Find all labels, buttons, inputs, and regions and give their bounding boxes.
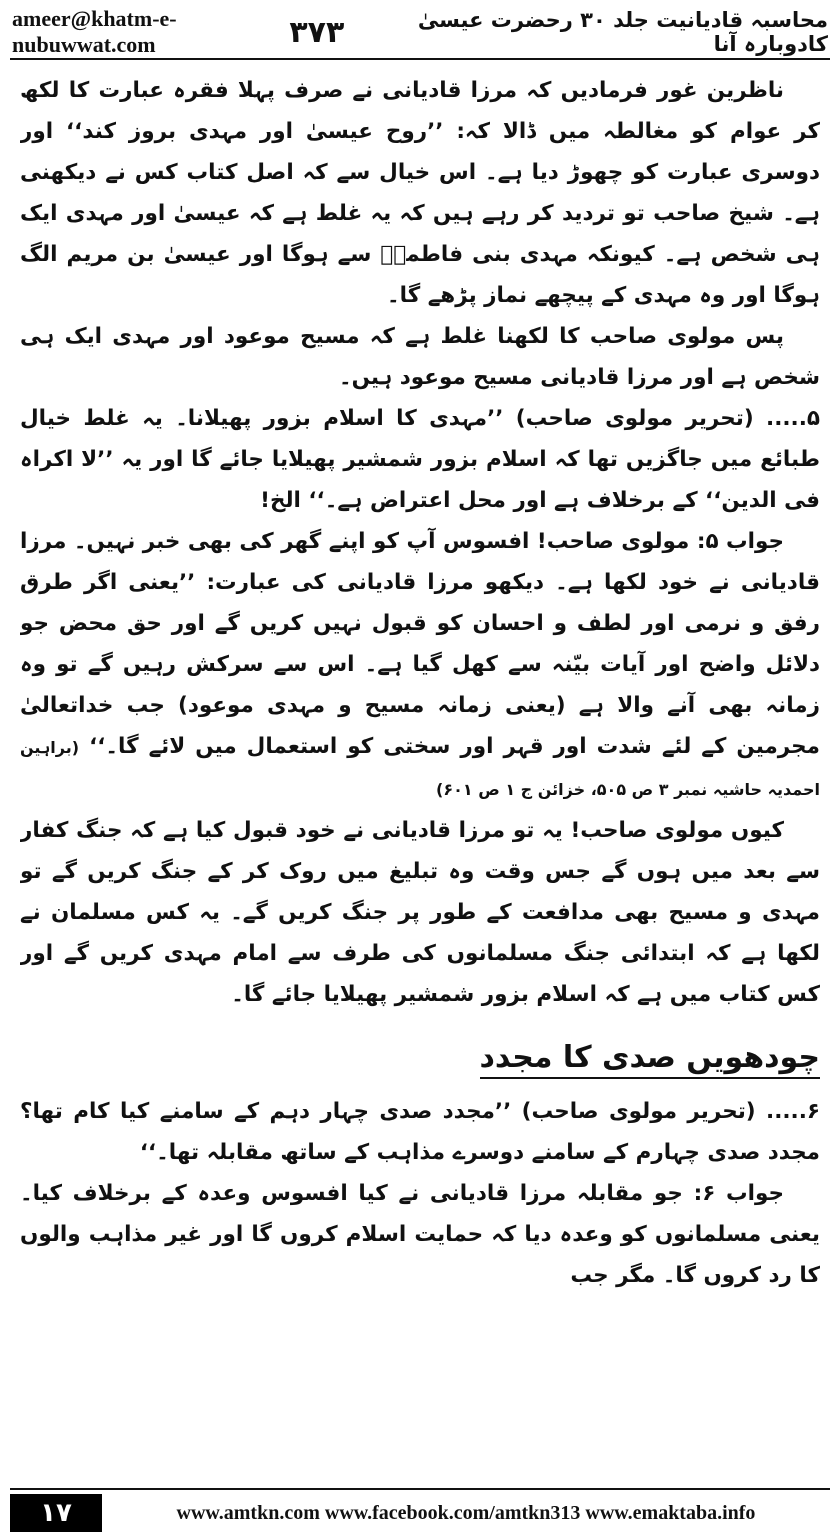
header-rule [10,58,830,60]
section-heading-text: چودھویں صدی کا مجدد [480,1040,820,1079]
section-heading [20,1029,820,1087]
paragraph-5: کیوں مولوی صاحب! یہ تو مرزا قادیانی نے خود قبول کیا ہے کہ جنگ کفار سے بعد میں ہوں گے جس وقت وہ تبلیغ میں روک کر کے جنگ کریں گے تو مہدی و مسیح بھی مدافعت کے طور پر جنگ کریں گے۔ یہ کس مسلمان نے لکھا ہے کہ ابتدائی جنگ مسلمانوں کی طرف سے امام مہدی کریں گے اور کس کتاب میں ہے کہ اسلام بزور شمشیر پھیلایا جائے گا۔ [20,818,820,1007]
page-header [12,6,828,57]
footer-rule [10,1488,830,1490]
footer-page-badge: ۱۷ [10,1494,102,1532]
paragraph-7: جواب ۶: جو مقابلہ مرزا قادیانی نے کیا افسوس وعدہ کے برخلاف کیا۔ یعنی مسلمانوں کو وعدہ دیا کہ حمایت اسلام کروں گا اور غیر مذاہب والوں کا رد کروں گا۔ مگر جب [20,1181,820,1288]
footer-urls: www.amtkn.com www.facebook.com/amtkn313 www.emaktaba.info [176,1501,756,1524]
reference-citation: (براہین احمدیہ حاشیہ نمبر ۳ ص ۵۰۵، خزائن ج ۱ ص ۶۰۱) [20,738,820,799]
paragraph-3: ۵..... (تحریر مولوی صاحب) ’’مہدی کا اسلام بزور پھیلانا۔ یہ غلط خیال طبائع میں جاگزیں تھا کہ اسلام بزور شمشیر پھیلایا جائے گا اور یہ ’’لا اکراہ فی الدین‘‘ کے برخلاف ہے اور محل اعتراض ہے۔‘‘ الخ! [20,406,820,513]
paragraph-1: ناظرین غور فرمادیں کہ مرزا قادیانی نے صرف پہلا فقرہ عبارت کا لکھ کر عوام کو مغالطہ میں ڈالا کہ: ’’روح عیسیٰ اور مہدی بروز کند‘‘ اور دوسری عبارت کو چھوڑ دیا ہے۔ اس خیال سے کہ اصل کتاب کس نے دیکھنی ہے۔ شیخ صاحب تو تردید کر رہے ہیں کہ یہ غلط ہے کہ عیسیٰ اور مہدی ایک ہی شخص ہے۔ کیونکہ مہدی بنی فاطمہؓ سے ہوگا اور عیسیٰ بن مریم الگ ہوگا اور وہ مہدی کے پیچھے نماز پڑھے گا۔ [20,78,820,308]
header-page-number: ۳۷۳ [289,14,345,50]
paragraph-4 [20,521,820,810]
paragraph-2: پس مولوی صاحب کا لکھنا غلط ہے کہ مسیح موعود اور مہدی ایک ہی شخص ہے اور مرزا قادیانی مسیح موعود ہیں۔ [20,324,820,390]
page-footer [10,1494,830,1532]
paragraph-4-text: جواب ۵: مولوی صاحب! افسوس آپ کو اپنے گھر کی بھی خبر نہیں۔ مرزا قادیانی نے خود لکھا ہے۔ دیکھو مرزا قادیانی کی عبارت: ’’یعنی اگر طرق رفق و نرمی اور لطف و احسان کو قبول نہیں کریں گے اور حق محض جو دلائل واضح اور آیات بیّنہ سے کھل گیا ہے۔ اس سے سرکش رہیں گے تو وہ زمانہ بھی آنے والا ہے (یعنی زمانہ مسیح و مہدی موعود) جب خداتعالیٰ مجرمین کے لئے شدت اور قہر اور سختی کو استعمال میں لائے گا۔‘‘ [20,529,820,759]
header-title: محاسبہ قادیانیت جلد ۳۰ رحضرت عیسیٰ کادوبارہ آنا [417,8,828,56]
header-email: ameer@khatm-e-nubuwwat.com [12,6,177,57]
paragraph-6: ۶..... (تحریر مولوی صاحب) ’’مجدد صدی چہار دہم کے سامنے کیا کام تھا؟ مجدد صدی چہارم کے سامنے دوسرے مذاہب کے ساتھ مقابلہ تھا۔‘‘ [20,1099,820,1165]
page-body [20,70,820,1480]
header-right [289,8,828,56]
